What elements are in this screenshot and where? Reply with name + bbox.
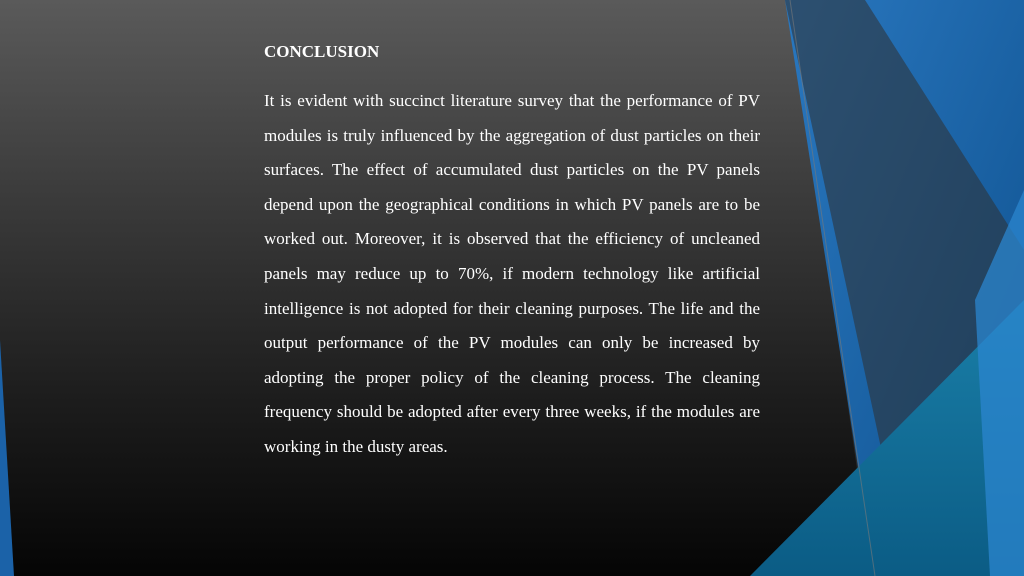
left-accent-shape xyxy=(0,340,14,576)
conclusion-paragraph: It is evident with succinct literature survey that the performance of PV modules is truly influenced by the aggregation of dust particles on their surfaces. The effect of accumulated dust particles on the PV panels depend upon the geographical conditions in which PV panels are to be worked out. Moreover, it is observed that the efficiency of uncleaned panels may reduce up to 70%, if modern technology like artificial intelligence is not adopted for their cleaning purposes. The life and the output performance of the PV modules can only be increased by adopting the proper policy of the cleaning process. The cleaning frequency should be adopted after every three weeks, if the modules are working in the dusty areas. xyxy=(264,91,760,456)
slide-title: CONCLUSION xyxy=(264,42,380,61)
content-area xyxy=(264,40,760,465)
